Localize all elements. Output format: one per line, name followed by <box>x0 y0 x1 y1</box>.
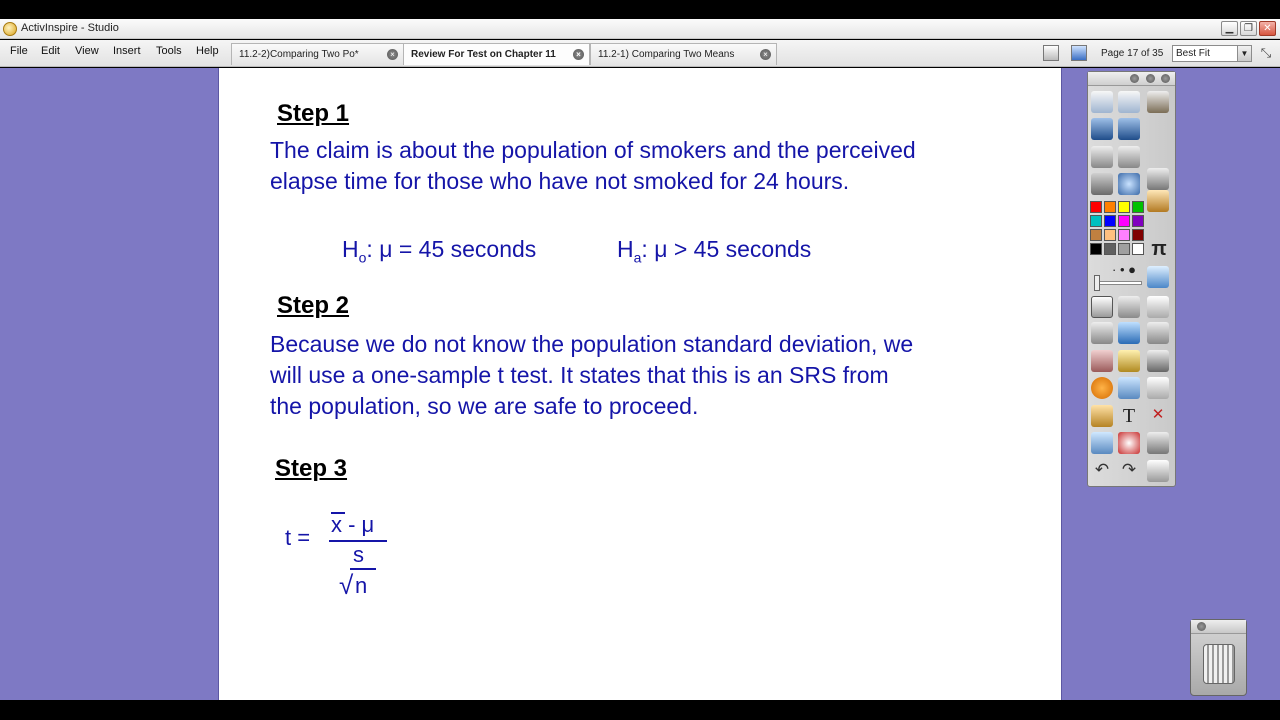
color-swatch-purple[interactable] <box>1132 215 1144 227</box>
undo-icon[interactable]: ↶ <box>1094 460 1110 479</box>
dual-user-icon[interactable] <box>1071 45 1087 61</box>
pi-icon[interactable]: π <box>1151 238 1167 260</box>
step2-heading: Step 2 <box>277 292 350 319</box>
clipboard-icon[interactable] <box>1147 460 1169 482</box>
main-toolbox[interactable] <box>1087 71 1176 487</box>
ha-subscript: a <box>633 249 642 266</box>
pen-icon[interactable] <box>1147 190 1169 212</box>
shape-icon[interactable] <box>1091 377 1113 399</box>
step2-line3: the population, so we are safe to proceed. <box>270 393 699 419</box>
step1-heading: Step 1 <box>277 100 350 127</box>
numerator-rest: - μ <box>342 512 375 537</box>
play-icon[interactable] <box>1091 173 1113 195</box>
trash-can-icon[interactable] <box>1203 644 1235 684</box>
formula-denominator-n: n <box>355 573 368 598</box>
main-menu-icon[interactable] <box>1091 91 1113 113</box>
delete-icon[interactable]: ✕ <box>1151 406 1165 423</box>
color-swatch-cyan[interactable] <box>1090 215 1102 227</box>
globe-icon[interactable] <box>1118 173 1140 195</box>
duplicate-page-icon[interactable] <box>1147 377 1169 399</box>
page-indicator: Page 17 of 35 <box>1101 48 1164 59</box>
ha-statement: : μ > 45 seconds <box>641 236 812 262</box>
h0-letter: H <box>342 236 359 262</box>
menu-help[interactable]: Help <box>196 45 219 57</box>
chevron-down-icon[interactable]: ▼ <box>1237 46 1251 61</box>
text-tool-icon[interactable]: T <box>1122 405 1136 427</box>
tab-close-icon[interactable]: × <box>573 49 584 60</box>
menu-bar <box>0 40 1280 67</box>
select-pointer-icon[interactable] <box>1091 296 1113 318</box>
collapse-icon[interactable]: ⤡ <box>1260 45 1272 60</box>
fill-icon[interactable] <box>1147 266 1169 288</box>
tab-label: 11.2-1) Comparing Two Means <box>598 49 735 60</box>
zoom-select[interactable] <box>1172 45 1252 62</box>
trash-can-panel[interactable] <box>1190 619 1247 696</box>
desktop-tools-icon[interactable] <box>1118 118 1140 140</box>
color-swatch-dark-gray[interactable] <box>1104 243 1116 255</box>
app-icon <box>3 22 17 36</box>
color-swatch-maroon[interactable] <box>1132 229 1144 241</box>
color-swatch-orange[interactable] <box>1104 201 1116 213</box>
menu-file[interactable]: File <box>10 45 28 57</box>
connector-icon[interactable] <box>1147 322 1169 344</box>
color-swatch-white[interactable] <box>1132 243 1144 255</box>
tab-review-for-test[interactable] <box>403 43 590 65</box>
desktop-annotate-icon[interactable] <box>1091 118 1113 140</box>
menu-edit[interactable]: Edit <box>41 45 60 57</box>
previous-page-icon[interactable] <box>1091 146 1113 168</box>
menu-tools[interactable]: Tools <box>156 45 182 57</box>
tab-label: 11.2-2)Comparing Two Po* <box>239 49 359 60</box>
color-swatch-green[interactable] <box>1132 201 1144 213</box>
page-icon[interactable] <box>1147 296 1169 318</box>
tab-comparing-two-proportions[interactable] <box>231 43 404 65</box>
title-bar <box>0 19 1280 39</box>
camera-icon[interactable] <box>1147 350 1169 372</box>
line-thickness-dots[interactable]: · • ● <box>1112 262 1136 277</box>
line-icon[interactable] <box>1118 377 1140 399</box>
ha-letter: H <box>617 236 634 262</box>
trash-panel-header <box>1191 620 1246 634</box>
tab-label: Review For Test on Chapter 11 <box>411 49 556 60</box>
highlighter-icon[interactable] <box>1091 322 1113 344</box>
trash-panel-close-icon[interactable] <box>1197 622 1206 631</box>
browser-icon[interactable] <box>1118 91 1140 113</box>
color-swatch-gray[interactable] <box>1118 243 1130 255</box>
null-hypothesis <box>342 236 536 266</box>
color-swatch-peach[interactable] <box>1104 229 1116 241</box>
redo-icon[interactable]: ↷ <box>1121 460 1137 479</box>
h0-statement: : μ = 45 seconds <box>366 236 537 262</box>
window-controls <box>1221 21 1276 36</box>
inner-fraction-bar <box>350 568 376 570</box>
color-swatch-black[interactable] <box>1090 243 1102 255</box>
menu-insert[interactable]: Insert <box>113 45 141 57</box>
thickness-slider-track[interactable] <box>1096 281 1142 285</box>
revealer-icon[interactable] <box>1118 350 1140 372</box>
formula-denominator-s: s <box>353 542 364 567</box>
menu-view[interactable]: View <box>75 45 99 57</box>
toolbox-close-icon[interactable] <box>1161 74 1170 83</box>
toolbox-menu-icon[interactable] <box>1130 74 1139 83</box>
color-swatch-pink[interactable] <box>1118 229 1130 241</box>
close-icon[interactable]: ✕ <box>1259 21 1276 36</box>
pen-holder-icon[interactable] <box>1147 168 1169 190</box>
flipchart-page[interactable] <box>218 68 1062 700</box>
switch-profile-icon[interactable] <box>1147 91 1169 113</box>
thickness-slider-handle[interactable] <box>1094 275 1100 291</box>
step1-text <box>270 135 916 197</box>
sqrt-icon: √ <box>339 570 354 600</box>
tab-comparing-two-means[interactable] <box>590 43 777 65</box>
page-browser-icon[interactable] <box>1043 45 1059 61</box>
eraser-icon[interactable] <box>1091 350 1113 372</box>
spotlight-icon[interactable] <box>1091 432 1113 454</box>
numerator-x: x <box>331 512 342 537</box>
tab-close-icon[interactable]: × <box>760 49 771 60</box>
step2-line2: will use a one-sample t test. It states that this is an SRS from <box>270 362 889 388</box>
restore-icon[interactable]: ❐ <box>1240 21 1257 36</box>
color-swatch-brown[interactable] <box>1090 229 1102 241</box>
reset-page-icon[interactable] <box>1118 432 1140 454</box>
formula-lhs: t = <box>285 525 311 550</box>
step2-text <box>270 329 913 422</box>
h0-subscript: o <box>358 249 367 266</box>
step1-line1: The claim is about the population of smokers and the perceived <box>270 137 916 163</box>
clear-icon[interactable] <box>1147 432 1169 454</box>
step2-line1: Because we do not know the population standard deviation, we <box>270 331 914 357</box>
handwriting-icon[interactable] <box>1091 405 1113 427</box>
alternative-hypothesis <box>617 236 811 266</box>
toolbox-header[interactable] <box>1088 72 1175 86</box>
next-page-icon[interactable] <box>1118 146 1140 168</box>
tab-close-icon[interactable]: × <box>387 49 398 60</box>
window-title: ActivInspire - Studio <box>21 22 119 34</box>
minimize-icon[interactable]: ▁ <box>1221 21 1238 36</box>
color-swatch-blue[interactable] <box>1104 215 1116 227</box>
screen-letterbox-top <box>0 0 1280 19</box>
zoom-value: Best Fit <box>1176 48 1210 59</box>
screen-letterbox-bottom <box>0 700 1280 720</box>
toolbox-minimize-icon[interactable] <box>1146 74 1155 83</box>
step1-line2: elapse time for those who have not smoked for 24 hours. <box>270 168 850 194</box>
marker-icon[interactable] <box>1118 322 1140 344</box>
magic-ink-icon[interactable] <box>1118 296 1140 318</box>
color-swatch-red[interactable] <box>1090 201 1102 213</box>
formula-numerator <box>331 512 374 538</box>
color-swatch-magenta[interactable] <box>1118 215 1130 227</box>
step3-heading: Step 3 <box>275 455 348 482</box>
color-swatch-yellow[interactable] <box>1118 201 1130 213</box>
